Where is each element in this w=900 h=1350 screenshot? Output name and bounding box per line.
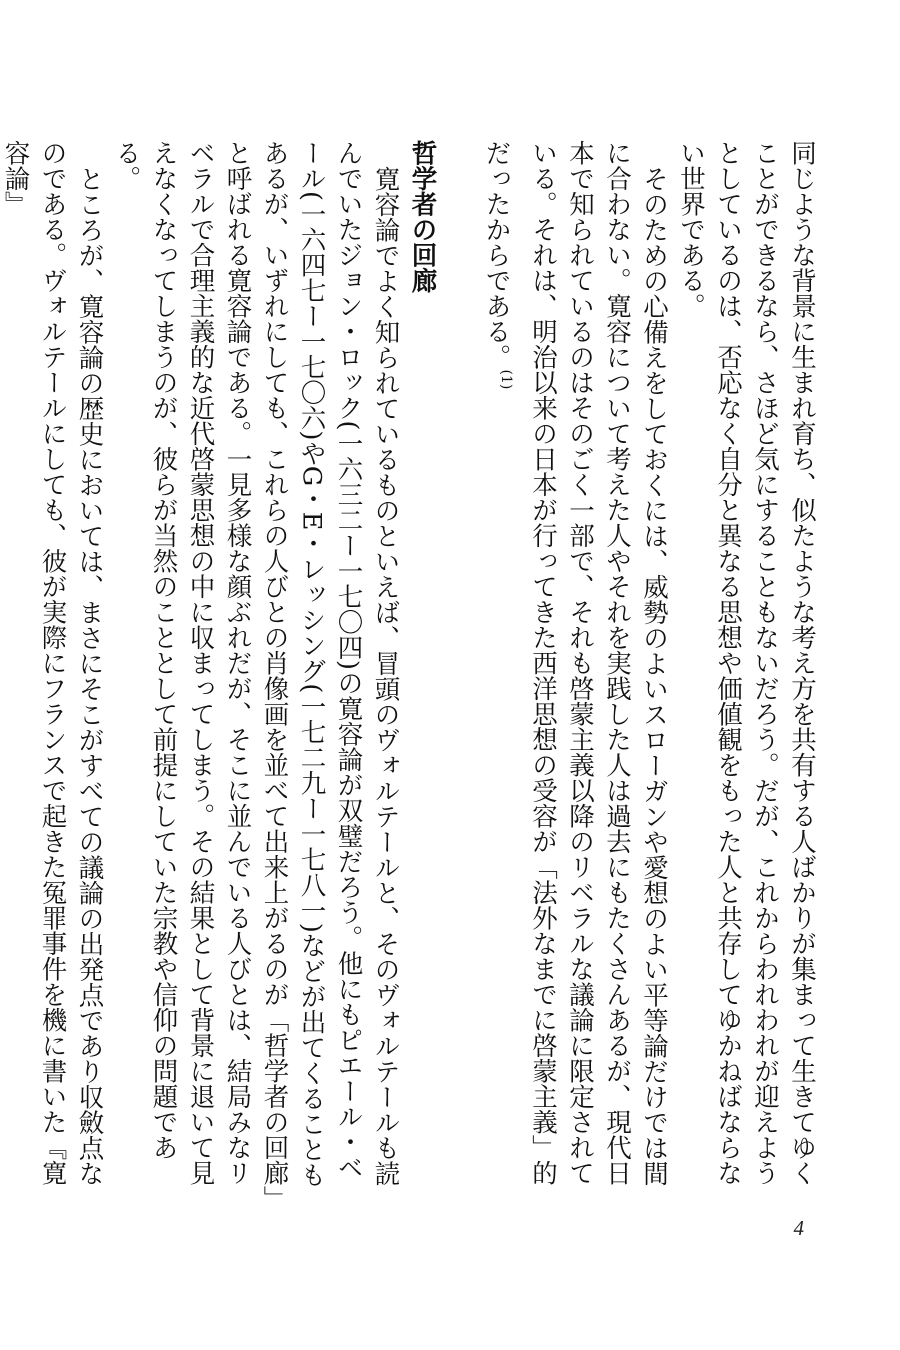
paragraph-2 (478, 140, 673, 1200)
vertical-text-body (0, 140, 820, 1200)
paragraph-4: ところが、寛容論の歴史においては、まさにそこがすべての議論の出発点であり収斂点なのである。ヴォルテールにしても、彼が実際にフランスで起きた冤罪事件を機に書いた『寛容論』 (0, 140, 105, 1186)
footnote-reference: (1) (498, 369, 514, 390)
paragraph-2-text: そのための心備えをしておくには、威勢のよいスローガンや愛想のよい平等論だけでは間に合わない。寛容について考えた人やそれを実践した人は過去にもたくさんあるが、現代日本で知られているのはそのごく一部で、それも啓蒙主義以降のリベラルな議論に限定されている。それは、明治以来の日本が行ってきた西洋思想の受容が「法外なまでに啓蒙主義」的だったからである。 (481, 140, 669, 1186)
section-spacer (441, 140, 478, 1200)
paragraph-1: 同じような背景に生まれ育ち、似たような考え方を共有する人ばかりが集まって生きてゆくことができるなら、さほど気にすることもないだろう。だが、これからわれわれが迎えようとしているのは、否応なく自分と異なる思想や価値観をもった人と共存してゆかねばならない世界である。 (676, 140, 817, 1186)
section-heading: 哲学者の回廊 (407, 140, 438, 293)
page-number: 4 (793, 1216, 804, 1240)
paragraph-3: 寛容論でよく知られているものといえば、冒頭のヴォルテールと、そのヴォルテールも読んでいたジョン・ロック(一六三二ー一七〇四)の寛容論が双璧だろう。他にもピエール・ベール(一六四七ー一七〇六)やG・E・レッシング(一七二九ー一七八一)などが出てくることもあるが、いずれにしても、これらの人びとの肖像画を並べて出来上がるのが「哲学者の回廊」と呼ばれる寛容論である。一見多様な顔ぶれだが、そこに並んでいる人びとは、結局みなリベラルで合理主義的な近代啓蒙思想の中に収まってしまう。その結果として背景に退いて見えなくなってしまうのが、彼らが当然のこととして前提にしていた宗教や信仰の問題である。 (111, 140, 401, 1199)
